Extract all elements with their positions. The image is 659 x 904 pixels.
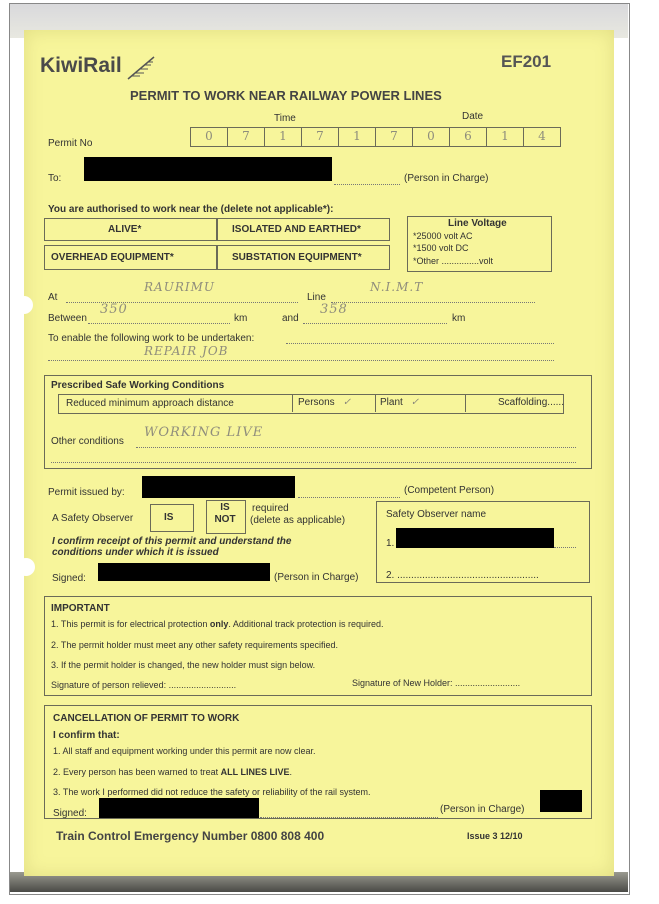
permit-digit: 1 bbox=[487, 128, 524, 146]
time-label: Time bbox=[274, 113, 296, 124]
cancellation-heading: CANCELLATION OF PERMIT TO WORK bbox=[53, 713, 240, 724]
issue-number: Issue 3 12/10 bbox=[467, 831, 523, 841]
cancellation-item-2-bold: ALL LINES LIVE bbox=[220, 767, 290, 777]
permit-digit: 1 bbox=[339, 128, 376, 146]
kiwirail-logo bbox=[40, 54, 156, 81]
other-conditions-label: Other conditions bbox=[51, 436, 124, 447]
redaction-signature bbox=[98, 563, 270, 581]
punch-hole bbox=[15, 296, 33, 314]
signature-new-holder: Signature of New Holder: .......................... bbox=[352, 678, 521, 688]
signed-person-in-charge: (Person in Charge) bbox=[274, 572, 359, 583]
date-label: Date bbox=[462, 111, 484, 122]
is-option: IS bbox=[164, 512, 174, 523]
cancellation-item-2 bbox=[53, 767, 292, 777]
scaffolding-option: Scaffolding...... bbox=[498, 397, 564, 408]
work-value: REPAIR JOB bbox=[144, 344, 229, 358]
to-dotted-line bbox=[334, 184, 400, 185]
logo-fern-icon bbox=[126, 55, 156, 81]
cancellation-confirm: I confirm that: bbox=[53, 730, 120, 741]
cancellation-person-in-charge: (Person in Charge) bbox=[440, 804, 525, 815]
issued-by-label: Permit issued by: bbox=[48, 487, 125, 498]
overhead-option: OVERHEAD EQUIPMENT* bbox=[51, 252, 174, 263]
persons-option bbox=[298, 397, 352, 408]
authorisation-heading: You are authorised to work near the (delete not applicable*): bbox=[48, 204, 334, 215]
and-label: and bbox=[282, 313, 299, 324]
redaction-cancel-stamp bbox=[540, 790, 582, 812]
redaction-cancel-signature bbox=[99, 798, 259, 818]
between-dotted-line bbox=[88, 323, 230, 324]
cancel-signed-dotted-line bbox=[260, 817, 438, 818]
signature-relieved: Signature of person relieved: ........................... bbox=[51, 680, 237, 690]
redaction-to-name bbox=[84, 157, 332, 181]
confirm-receipt-text: I confirm receipt of this permit and understand the conditions under which it is issued bbox=[52, 536, 292, 558]
permit-digit: 4 bbox=[538, 129, 546, 143]
persons-label: Persons bbox=[298, 397, 335, 408]
at-value: RAURIMU bbox=[144, 280, 215, 294]
important-item-1-bold: only bbox=[209, 619, 229, 629]
at-label: At bbox=[48, 292, 58, 303]
between-km-label: km bbox=[234, 313, 248, 324]
issued-by-dotted-line bbox=[298, 497, 400, 498]
is-not-option: IS NOT bbox=[214, 502, 236, 525]
important-item-1 bbox=[51, 619, 384, 629]
required-label: required bbox=[252, 503, 289, 514]
form-title: PERMIT TO WORK NEAR RAILWAY POWER LINES bbox=[130, 88, 442, 103]
important-item-1-post: . Additional track protection is required. bbox=[228, 619, 384, 629]
voltage-option: *1500 volt DC bbox=[413, 243, 469, 253]
work-label: To enable the following work to be undertaken: bbox=[48, 333, 255, 344]
other-dotted-line-2 bbox=[51, 462, 576, 463]
permit-digit: 0 bbox=[413, 128, 450, 146]
competent-person-label: (Competent Person) bbox=[404, 485, 495, 496]
plant-label: Plant bbox=[380, 397, 403, 408]
redaction-observer-1 bbox=[396, 528, 554, 548]
substation-option: SUBSTATION EQUIPMENT* bbox=[232, 252, 362, 263]
permit-number-boxes bbox=[190, 127, 561, 147]
form-code: EF201 bbox=[501, 52, 552, 71]
persons-mark: ✓ bbox=[342, 397, 353, 408]
permit-no-label: Permit No bbox=[48, 138, 93, 149]
work-dotted-line-1 bbox=[286, 343, 554, 344]
important-heading: IMPORTANT bbox=[51, 603, 110, 614]
line-voltage-title: Line Voltage bbox=[448, 218, 507, 229]
safety-observer-label: A Safety Observer bbox=[52, 513, 134, 524]
signed-label: Signed: bbox=[52, 573, 86, 584]
permit-digit: 1 bbox=[265, 128, 302, 146]
work-dotted-line-2 bbox=[48, 360, 554, 361]
cancellation-signed-label: Signed: bbox=[53, 808, 87, 819]
important-item-1-pre: 1. This permit is for electrical protection bbox=[51, 619, 210, 629]
cancellation-item-3: 3. The work I performed did not reduce the safety or reliability of the rail system. bbox=[53, 787, 371, 797]
emergency-number: Train Control Emergency Number 0800 808 400 bbox=[56, 829, 325, 843]
line-dotted-line bbox=[331, 302, 535, 303]
voltage-option: *Other ...............volt bbox=[413, 256, 494, 266]
reduced-distance-option: Reduced minimum approach distance bbox=[66, 398, 234, 409]
between-label: Between bbox=[48, 313, 87, 324]
plant-mark: ✓ bbox=[410, 397, 421, 408]
and-value: 358 bbox=[320, 302, 348, 317]
observer-2-line: 2. ................................................... bbox=[386, 570, 539, 581]
important-item-3: 3. If the permit holder is changed, the new holder must sign below. bbox=[51, 660, 316, 670]
and-km-label: km bbox=[452, 313, 466, 324]
cancellation-item-2-pre: 2. Every person has been warned to treat bbox=[53, 767, 221, 777]
to-person-in-charge: (Person in Charge) bbox=[404, 173, 489, 184]
isolated-option: ISOLATED AND EARTHED* bbox=[232, 224, 361, 235]
permit-form bbox=[24, 30, 614, 876]
line-value: N.I.M.T bbox=[370, 280, 424, 294]
between-value: 350 bbox=[100, 302, 128, 317]
to-label: To: bbox=[48, 173, 62, 184]
safe-working-heading: Prescribed Safe Working Conditions bbox=[51, 380, 225, 391]
plant-option bbox=[380, 397, 420, 408]
other-conditions-value: WORKING LIVE bbox=[144, 425, 264, 440]
permit-digit: 7 bbox=[376, 128, 413, 146]
delete-note: (delete as applicable) bbox=[250, 515, 346, 526]
permit-digit: 7 bbox=[302, 128, 339, 146]
alive-option: ALIVE* bbox=[108, 224, 142, 235]
cancellation-item-1: 1. All staff and equipment working under this permit are now clear. bbox=[53, 746, 316, 756]
punch-hole bbox=[17, 558, 35, 576]
observer-1-dotted-line bbox=[554, 547, 576, 548]
and-dotted-line bbox=[303, 323, 447, 324]
observer-1-label: 1. bbox=[386, 538, 395, 549]
permit-digit: 6 bbox=[450, 128, 487, 146]
permit-digit: 7 bbox=[228, 128, 265, 146]
voltage-option: *25000 volt AC bbox=[413, 231, 473, 241]
important-item-2: 2. The permit holder must meet any other safety requirements specified. bbox=[51, 640, 338, 650]
line-label: Line bbox=[307, 292, 326, 303]
permit-digit: 0 bbox=[191, 128, 228, 146]
cancellation-item-2-post: . bbox=[289, 767, 292, 777]
observer-name-label: Safety Observer name bbox=[386, 509, 487, 520]
logo-text: KiwiRail bbox=[40, 54, 122, 77]
other-dotted-line-1 bbox=[136, 447, 576, 448]
redaction-issued-by bbox=[142, 476, 295, 498]
